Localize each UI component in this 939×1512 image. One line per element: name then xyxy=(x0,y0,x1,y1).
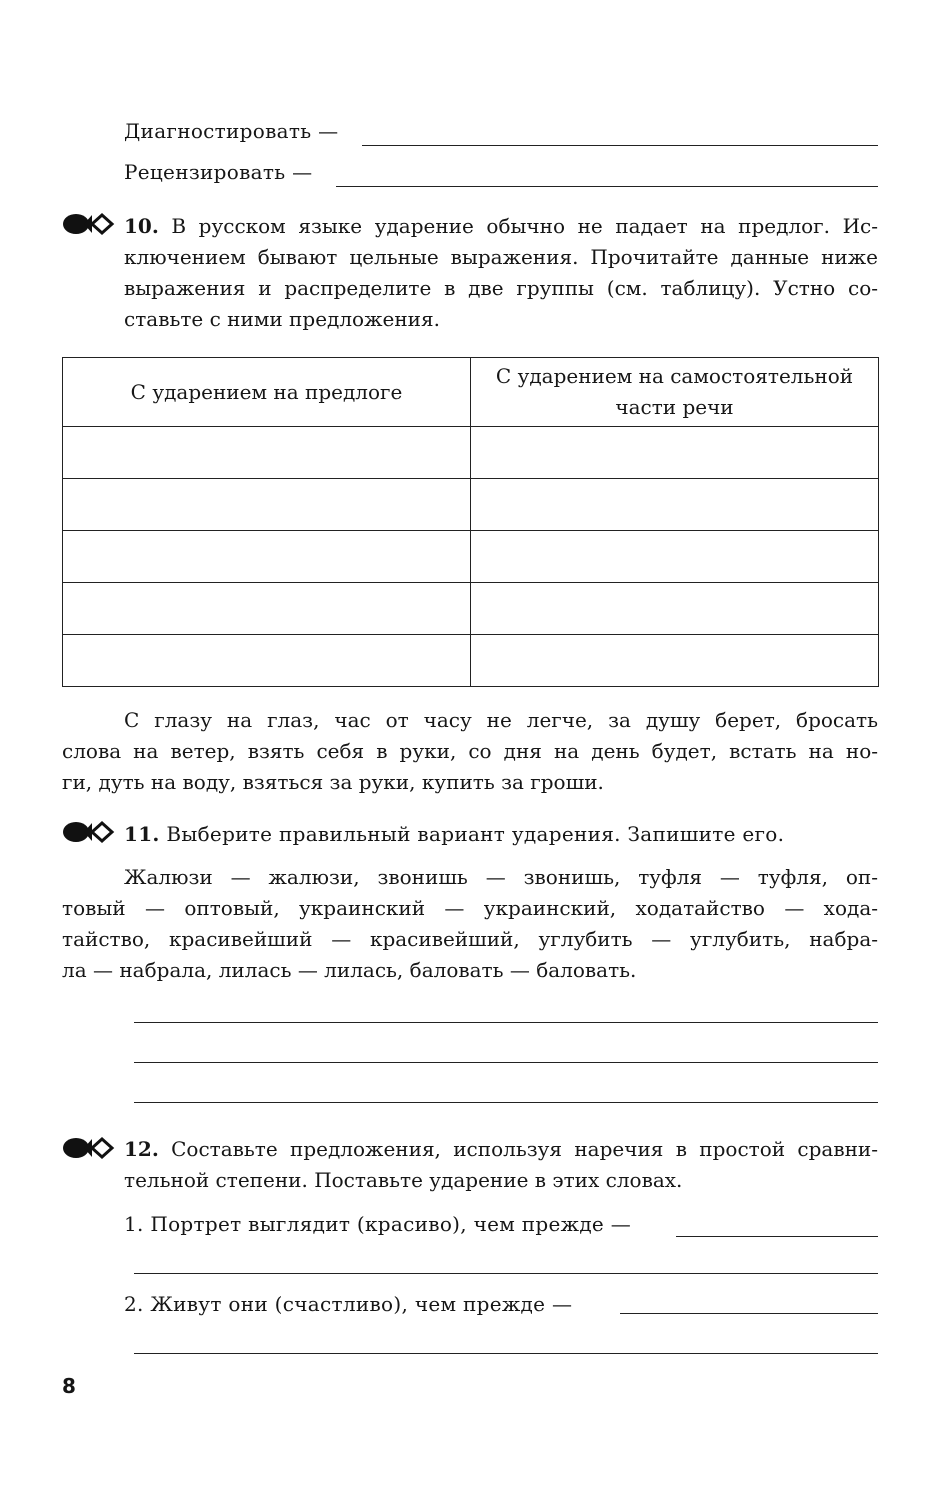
task12-text xyxy=(124,1134,878,1196)
expressions-line-3: ги, дуть на воду, взяться за руки, купить за гроши. xyxy=(62,770,604,794)
table-cell[interactable] xyxy=(471,531,879,583)
table-header-preposition: С ударением на предлоге xyxy=(63,358,471,427)
task11-words xyxy=(62,862,878,986)
task10-number: 10. xyxy=(124,214,159,238)
task10-text xyxy=(124,211,878,335)
table-cell[interactable] xyxy=(471,479,879,531)
task10-line-1: В русском языке ударение обычно не падает на предлог. Ис- xyxy=(171,214,879,238)
table-row xyxy=(63,583,879,635)
task11-words-line-4: ла — набрала, лилась — лилась, баловать — баловать. xyxy=(62,958,637,982)
task11-words-line-2: товый — оптовый, украинский — украинский, ходатайство — хода- xyxy=(62,896,878,920)
task10-line-3: выражения и распределите в две группы (см. таблицу). Устно со- xyxy=(124,276,878,300)
answer-line[interactable] xyxy=(134,1273,878,1274)
table-cell[interactable] xyxy=(63,479,471,531)
item1-answer-line[interactable] xyxy=(676,1236,878,1237)
task12-item-2: 2. Живут они (счастливо), чем прежде — xyxy=(124,1292,573,1316)
review-label: Рецензировать — xyxy=(124,160,313,184)
table-cell[interactable] xyxy=(63,635,471,687)
table-cell[interactable] xyxy=(63,531,471,583)
answer-line[interactable] xyxy=(134,1102,878,1103)
writing-task-icon xyxy=(62,1136,122,1160)
table-cell[interactable] xyxy=(471,635,879,687)
task11-number: 11. xyxy=(124,822,160,846)
expressions-line-2: слова на ветер, взять себя в руки, со дня на день будет, встать на но- xyxy=(62,739,878,763)
diagnose-label: Диагностировать — xyxy=(124,119,339,143)
writing-task-icon xyxy=(62,820,122,844)
oral-task-icon xyxy=(62,212,122,236)
answer-line[interactable] xyxy=(134,1353,878,1354)
answer-line[interactable] xyxy=(134,1022,878,1023)
task11-words-line-1: Жалюзи — жалюзи, звонишь — звонишь, туфля — туфля, оп- xyxy=(124,865,878,889)
table-cell[interactable] xyxy=(471,427,879,479)
table-header-independent: С ударением на самостоятельной части речи xyxy=(471,358,879,427)
table-row xyxy=(63,479,879,531)
table-cell[interactable] xyxy=(63,583,471,635)
task11-words-line-3: тайство, красивейший — красивейший, углубить — углубить, набра- xyxy=(62,927,878,951)
table-cell[interactable] xyxy=(471,583,879,635)
table-row xyxy=(63,635,879,687)
task12-line-1: Составьте предложения, используя наречия в простой сравни- xyxy=(171,1137,879,1161)
table-row xyxy=(63,427,879,479)
task11-instruction: 11. Выберите правильный вариант ударения. Запишите его. xyxy=(124,822,785,846)
task10-line-2: ключением бывают цельные выражения. Прочитайте данные ниже xyxy=(124,245,878,269)
task12-item-1: 1. Портрет выглядит (красиво), чем прежде — xyxy=(124,1212,632,1236)
stress-groups-table xyxy=(62,357,879,687)
table-cell[interactable] xyxy=(63,427,471,479)
expressions-line-1: С глазу на глаз, час от часу не легче, за душу берет, бросать xyxy=(124,708,878,732)
review-answer-line[interactable] xyxy=(336,186,878,187)
expressions-text xyxy=(62,705,878,798)
diagnose-answer-line[interactable] xyxy=(362,145,878,146)
answer-line[interactable] xyxy=(134,1062,878,1063)
table-row xyxy=(63,531,879,583)
page-number: 8 xyxy=(62,1374,76,1398)
task12-line-2: тельной степени. Поставьте ударение в этих словах. xyxy=(124,1168,683,1192)
task10-line-4: ставьте с ними предложения. xyxy=(124,307,440,331)
task12-number: 12. xyxy=(124,1137,159,1161)
item2-answer-line[interactable] xyxy=(620,1313,878,1314)
